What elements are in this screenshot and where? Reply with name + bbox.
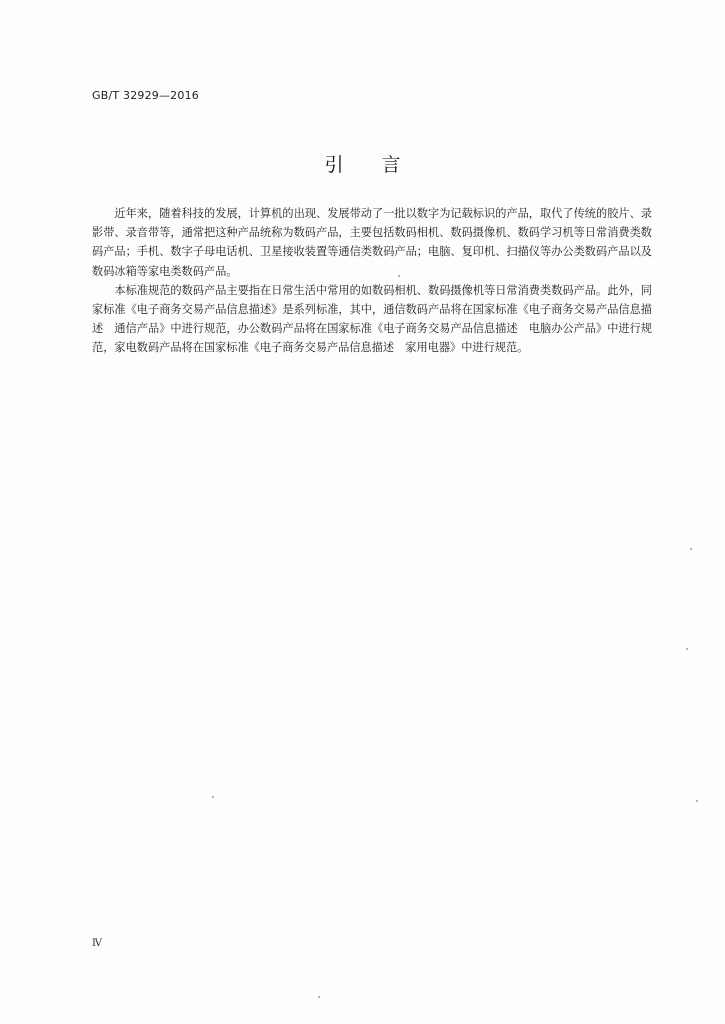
scan-speck — [686, 648, 688, 650]
scan-speck — [318, 996, 320, 998]
page-title: 引言 — [324, 154, 439, 176]
standard-code: GB/T 32929—2016 — [92, 89, 199, 102]
body-text — [92, 204, 652, 358]
scan-speck — [696, 800, 698, 802]
scan-speck — [212, 796, 214, 798]
paragraph-2: 本标准规范的数码产品主要指在日常生活中常用的如数码相机、数码摄像机等日常消费类数码产品。此外，同家标准《电子商务交易产品信息描述》是系列标准，其中，通信数码产品将在国家标准《电子商务交易产品信息描述 通信产品》中进行规范，办公数码产品将在国家标准《电子商务交易产品信息描述 电脑办公产品》中进行规范，家电数码产品将在国家标准《电子商务交易产品信息描述 家用电器》中进行规范。 — [92, 283, 652, 355]
scan-speck — [690, 548, 692, 550]
paragraph-1: 近年来，随着科技的发展，计算机的出现、发展带动了一批以数字为记载标识的产品，取代了传统的胶片、录影带、录音带等，通常把这种产品统称为数码产品，主要包括数码相机、数码摄像机、数码学习机等日常消费类数码产品；手机、数字子母电话机、卫星接收装置等通信类数码产品；电脑、复印机、扫描仪等办公类数码产品以及数码冰箱等家电类数码产品。 — [92, 207, 652, 278]
page-number: Ⅳ — [92, 938, 102, 949]
scan-speck — [398, 275, 400, 277]
